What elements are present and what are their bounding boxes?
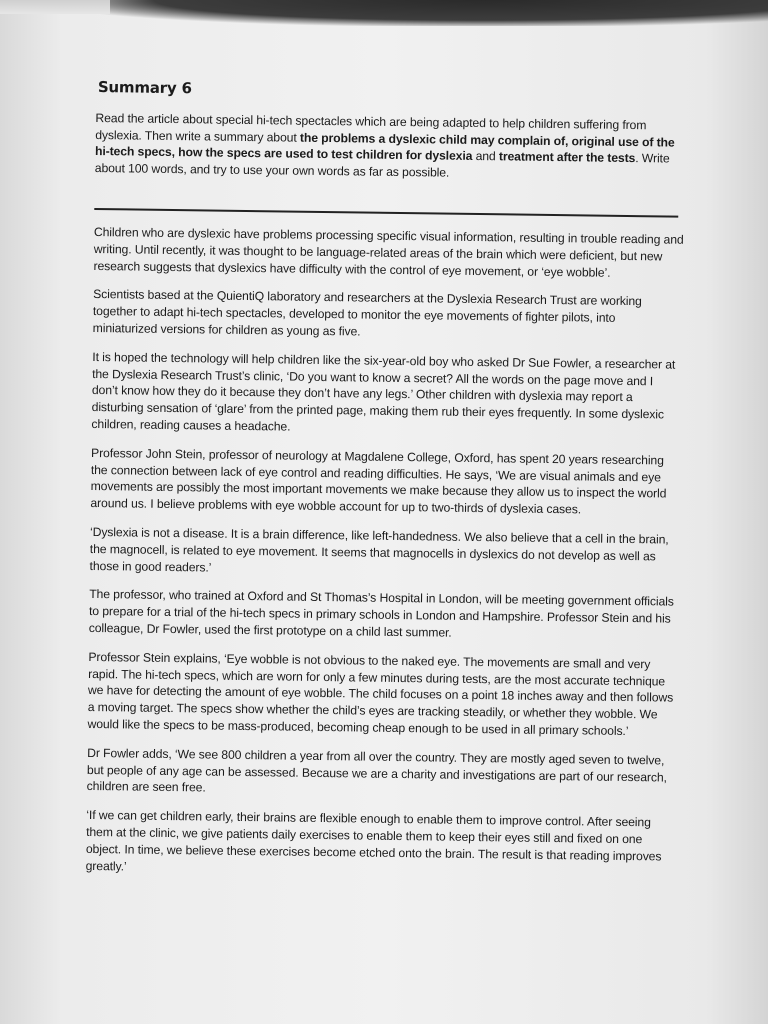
shadow-overlay [60,0,768,26]
article-paragraph-4: Professor John Stein, professor of neurology at Magdalene College, Oxford, has spent 20 years researching the connection between lack of eye control and reading difficulties. He says, ‘We are visual animals and eye movements are possibly the most important movements we make because they allow us to inspect the world around us. I believe problems with eye wobble account for up to two-thirds of dyslexia cases. [90,445,667,517]
instructions-text-2: and [472,148,500,164]
instructions-bold-2: treatment after the tests [498,149,636,166]
article-paragraph-6: The professor, who trained at Oxford and St Thomas’s Hospital in London, will be meeting government officials to prepare for a trial of the hi-tech specs in primary schools in London and Hampshire. Professor Stein and his colleague, Dr Fowler, used the first prototype on a child last summer. [88,587,674,640]
instructions-bold-1: the problems a dyslexic child may complain of, original use of the hi-tech specs, how the specs are used to test children for dyslexia [94,130,675,163]
document-body [86,78,686,882]
article-paragraph-9: ‘If we can get children early, their brains are flexible enough to enable them to improve control. After seeing them at the clinic, we give patients daily exercises to enable them to keep their eyes still and fixed on one object. In time, we believe these exercises become etched onto the brain. The result is that reading improves greatly.’ [85,808,662,873]
task-instructions [95,110,686,184]
paper-corner [0,0,110,14]
article-paragraph-1: Children who are dyslexic have problems processing specific visual information, resulting in trouble reading and writing. Until recently, it was thought to be language-related areas of the brain which were deficient, but new research suggests that dyslexics have difficulty with the control of eye movement, or ‘eye wobble’. [93,224,684,280]
article-paragraph-3: It is hoped the technology will help children like the six-year-old boy who asked Dr Sue Fowler, a researcher at the Dyslexia Research Trust’s clinic, ‘Do you want to know a secret? All the words on the page move and I don’t know how they do it because they don’t have any legs.’ Other children with dyslexia may report a disturbing sensation of ‘glare’ from the printed page, making them rub their eyes frequently. In some dyslexic children, reading causes a headache. [91,349,676,434]
instructions-text-3: . Write about 100 words, and try to use your own words as far as possible. [94,151,670,180]
divider-line [94,208,678,218]
article-paragraph-5: ‘Dyslexia is not a disease. It is a brain difference, like left-handedness. We also believe that a cell in the brain, the magnocell, is related to eye movement. It seems that magnocells in dyslexics do not develop as well as those in good readers.’ [89,524,669,575]
article-paragraph-7: Professor Stein explains, ‘Eye wobble is not obvious to the naked eye. The movements are small and very rapid. The hi-tech specs, which are worn for only a few minutes during tests, are the most accurate technique we have for detecting the amount of eye wobble. The child focuses on a point 18 inches away and then follows a moving target. The specs show whether the child’s eyes are tracking steadily, or whether they wobble. We would like the specs to be mass-produced, becoming cheap enough to be used in all primary schools.’ [87,649,674,738]
article-paragraph-2: Scientists based at the QuientiQ laboratory and researchers at the Dyslexia Research Trust are working together to adapt hi-tech spectacles, developed to monitor the eye movements of fighter pilots, into miniaturized versions for children as young as five. [92,287,642,339]
document-title: Summary 6 [97,78,192,98]
instructions-text-1: Read the article about special hi-tech spectacles which are being adapted to help children suffering from dyslexia. Then write a summary about [95,110,647,145]
article-paragraph-8: Dr Fowler adds, ‘We see 800 children a year from all over the country. They are mostly aged seven to twelve, but people of any age can be assessed. Because we are a charity and investigations are part of our research, children are seen free. [86,745,667,795]
